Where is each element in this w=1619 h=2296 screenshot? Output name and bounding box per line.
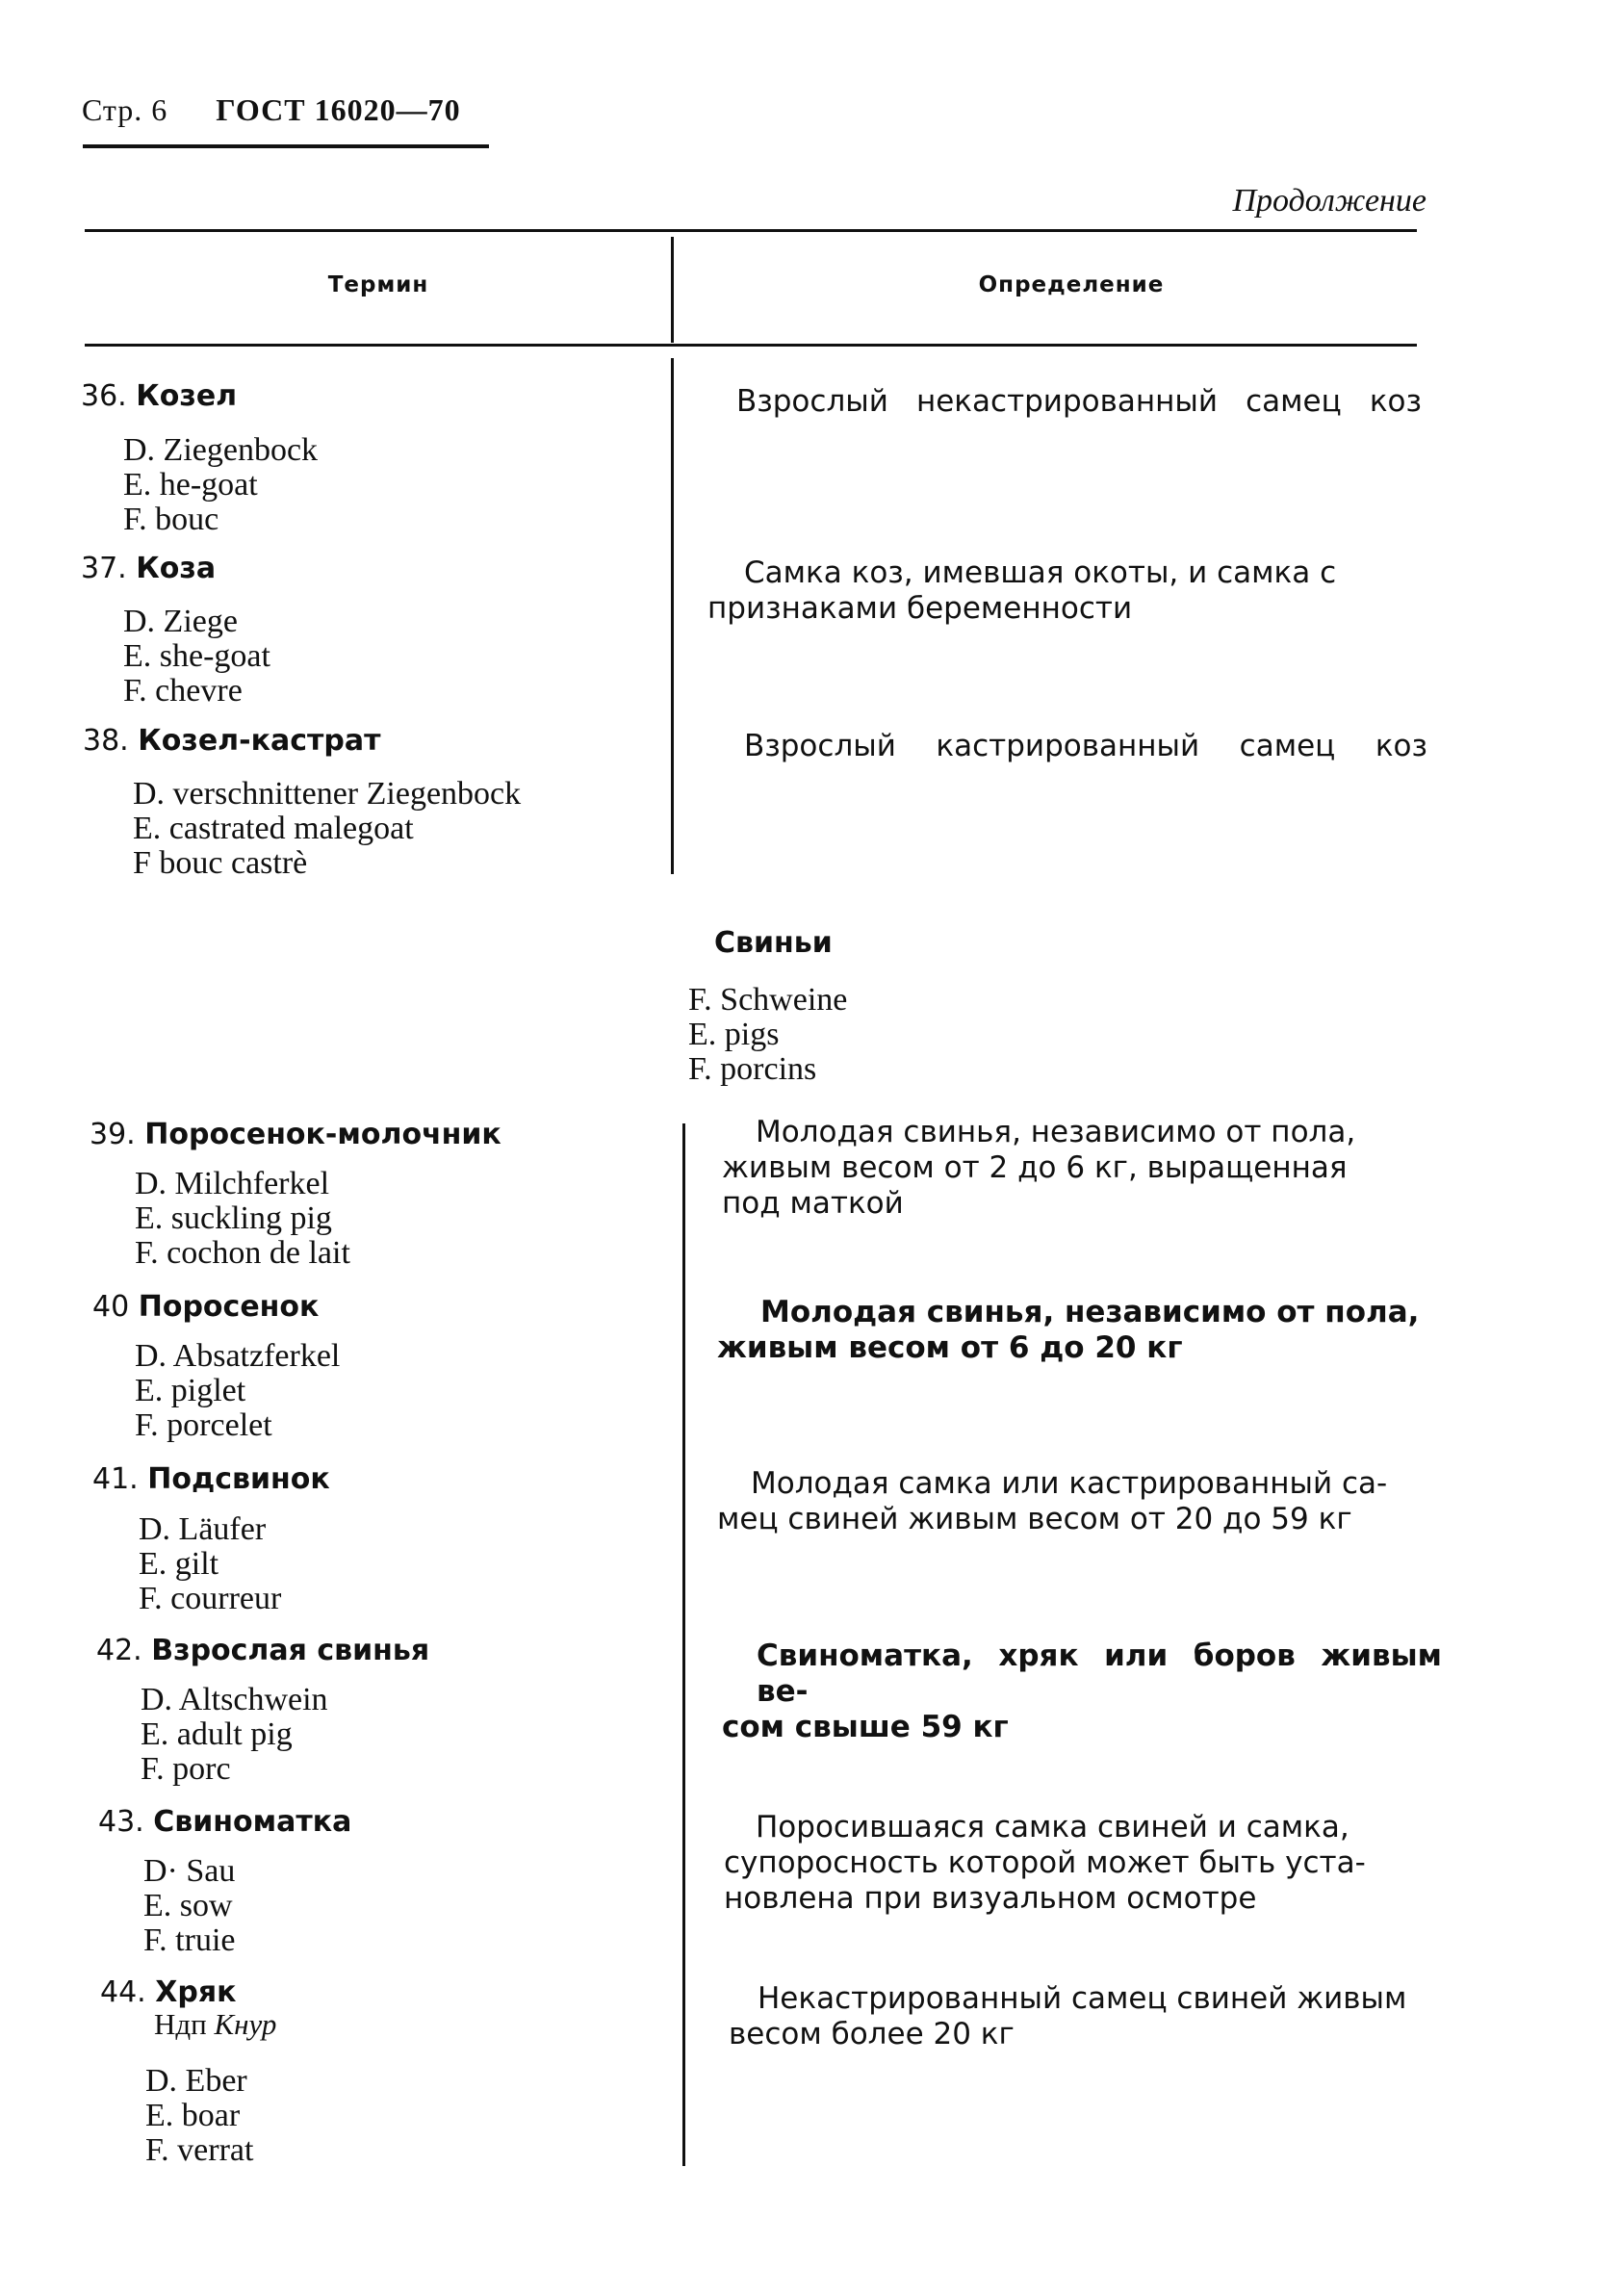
term-name: Козел-кастрат xyxy=(138,724,381,758)
term-42-translations xyxy=(141,1683,328,1787)
header-underline xyxy=(83,144,489,148)
table-top-rule xyxy=(85,229,1417,232)
translation-de: D. Läufer xyxy=(139,1511,267,1547)
page-header xyxy=(82,92,461,142)
term-name: Свиноматка xyxy=(153,1805,352,1839)
synonym-prefix: Ндп xyxy=(154,2007,207,2041)
definition-43: Поросившаяся самка свиней и самка, супоросность которой может быть уста- новлена при визуальном осмотре xyxy=(724,1810,1366,1916)
translation-fr: F. truie xyxy=(143,1922,236,1958)
section-translations xyxy=(688,983,847,1087)
translation-fr: F. bouc xyxy=(123,502,219,537)
term-38 xyxy=(83,724,380,758)
translation-de: F. Schweine xyxy=(688,982,848,1018)
translation-de: D· Sau xyxy=(143,1853,236,1889)
translation-fr: F. cochon de lait xyxy=(135,1235,350,1271)
term-number: 44. xyxy=(100,1975,146,2009)
definition-40: Молодая свинья, независимо от пола, живым весом от 6 до 20 кг xyxy=(717,1295,1420,1365)
translation-en: E. she-goat xyxy=(123,638,270,674)
translation-en: E. boar xyxy=(145,2098,241,2133)
term-number: 39. xyxy=(90,1118,136,1151)
definition-39: Молодая свинья, независимо от пола, живым весом от 2 до 6 кг, выращенная под маткой xyxy=(722,1115,1356,1221)
translation-en: E. sow xyxy=(143,1888,233,1923)
term-name: Поросенок-молочник xyxy=(144,1118,501,1151)
translation-fr: F. porcelet xyxy=(135,1407,272,1443)
column-header-definition: Определение xyxy=(978,272,1165,297)
page-number: Стр. 6 xyxy=(82,92,168,127)
translation-en: E. suckling pig xyxy=(135,1200,332,1236)
term-37-translations xyxy=(123,605,270,709)
term-number: 43. xyxy=(98,1805,144,1839)
term-name: Поросенок xyxy=(138,1290,320,1324)
term-38-translations xyxy=(133,777,521,881)
translation-de: D. Milchferkel xyxy=(135,1166,330,1201)
term-44-synonym xyxy=(154,2007,276,2042)
column-divider xyxy=(671,358,674,874)
term-41 xyxy=(92,1462,330,1496)
translation-en: E. adult pig xyxy=(141,1716,293,1752)
definition-42: Свиноматка, хряк или боров живым ве- сом свыше 59 кг xyxy=(722,1638,1442,1744)
translation-en: E. he-goat xyxy=(123,467,258,503)
term-number: 36. xyxy=(81,379,127,413)
synonym-term: Кнур xyxy=(214,2007,277,2041)
definition-44: Некастрированный самец свиней живым весом более 20 кг xyxy=(729,1981,1407,2051)
term-number: 40 xyxy=(92,1290,130,1324)
translation-fr: F bouc castrè xyxy=(133,845,308,881)
term-number: 42. xyxy=(96,1634,142,1667)
definition-37: Самка коз, имевшая окоты, и самка с признаками беременности xyxy=(707,555,1337,626)
translation-de: D. Altschwein xyxy=(141,1682,328,1717)
term-name: Подсвинок xyxy=(147,1462,330,1496)
term-43-translations xyxy=(143,1854,236,1958)
translation-de: D. Eber xyxy=(145,2063,247,2099)
term-number: 37. xyxy=(81,552,127,585)
column-header-term: Термин xyxy=(327,272,429,297)
term-name: Коза xyxy=(136,552,217,585)
term-36 xyxy=(81,379,237,413)
translation-fr: F. courreur xyxy=(139,1581,282,1616)
translation-de: D. Ziege xyxy=(123,604,238,639)
translation-en: E. piglet xyxy=(135,1373,246,1408)
standard-number: ГОСТ 16020—70 xyxy=(216,92,461,127)
term-name: Козел xyxy=(136,379,238,413)
translation-de: D. Absatzferkel xyxy=(135,1338,341,1374)
continuation-label: Продолжение xyxy=(1232,183,1426,219)
term-name: Хряк xyxy=(155,1975,237,2009)
definition-36: Взрослый некастрированный самец коз xyxy=(736,384,1422,419)
term-number: 38. xyxy=(83,724,129,758)
translation-de: D. verschnittener Ziegenbock xyxy=(133,776,522,812)
term-name: Взрослая свинья xyxy=(151,1634,430,1667)
column-divider xyxy=(682,1123,685,2166)
term-40 xyxy=(92,1290,319,1324)
term-number: 41. xyxy=(92,1462,139,1496)
translation-en: E. castrated malegoat xyxy=(133,811,414,846)
term-44-translations xyxy=(145,2064,253,2168)
term-36-translations xyxy=(123,433,318,537)
term-39 xyxy=(90,1118,501,1151)
term-39-translations xyxy=(135,1167,350,1271)
column-divider xyxy=(671,237,674,343)
term-41-translations xyxy=(139,1512,281,1616)
term-42 xyxy=(96,1634,429,1667)
section-title: Свиньи xyxy=(714,926,833,960)
term-40-translations xyxy=(135,1339,340,1443)
translation-de: D. Ziegenbock xyxy=(123,432,319,468)
term-37 xyxy=(81,552,216,585)
translation-en: E. pigs xyxy=(688,1017,780,1052)
translation-fr: F. porcins xyxy=(688,1051,817,1087)
translation-fr: F. chevre xyxy=(123,673,243,709)
translation-en: E. gilt xyxy=(139,1546,219,1582)
table-header-rule xyxy=(85,344,1417,347)
translation-fr: F. porc xyxy=(141,1751,231,1787)
term-44 xyxy=(100,1975,237,2009)
definition-38: Взрослый кастрированный самец коз xyxy=(744,729,1427,763)
translation-fr: F. verrat xyxy=(145,2132,254,2168)
term-43 xyxy=(98,1805,351,1839)
definition-41: Молодая самка или кастрированный са- мец свиней живым весом от 20 до 59 кг xyxy=(717,1466,1388,1536)
